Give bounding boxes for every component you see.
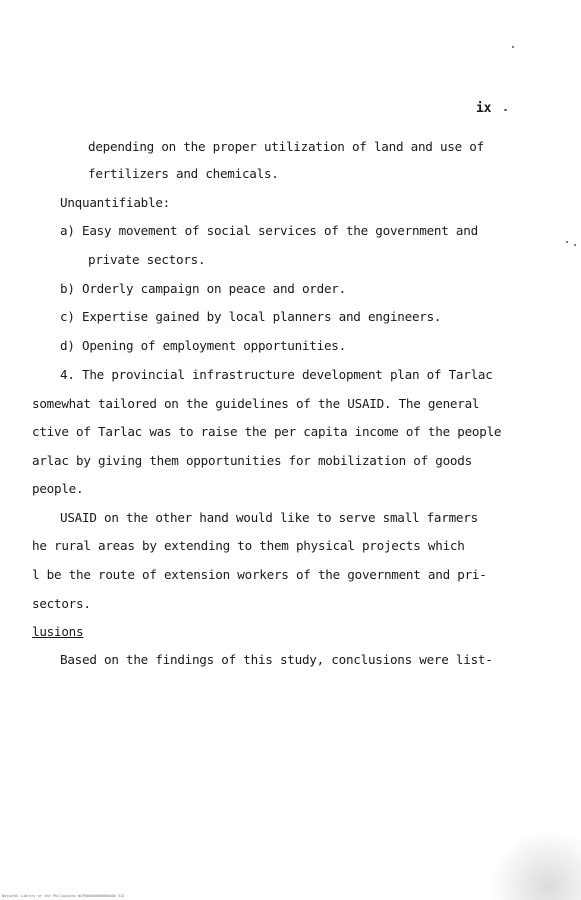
list-item: b) Orderly campaign on peace and order. <box>60 281 346 296</box>
paragraph-start: Based on the findings of this study, conclusions were list- <box>60 652 493 667</box>
text-line: l be the route of extension workers of the government and pri- <box>32 567 487 582</box>
text-line: arlac by giving them opportunities for mobilization of goods <box>32 453 472 468</box>
scan-speck <box>512 46 514 48</box>
scan-speck <box>504 109 507 111</box>
text-line: sectors. <box>32 596 91 611</box>
list-item: a) Easy movement of social services of the government and <box>60 223 478 238</box>
text-line: people. <box>32 481 84 496</box>
section-heading: lusions <box>32 624 84 639</box>
list-item: c) Expertise gained by local planners and engineers. <box>60 309 442 324</box>
text-line: ctive of Tarlac was to raise the per capita income of the people <box>32 424 502 439</box>
page-number: ix <box>476 101 492 116</box>
text-line: private sectors. <box>88 252 206 267</box>
numbered-paragraph: 4. The provincial infrastructure development plan of Tarlac <box>60 367 493 382</box>
paragraph-start: USAID on the other hand would like to serve small farmers <box>60 510 478 525</box>
list-item: d) Opening of employment opportunities. <box>60 338 346 353</box>
scan-speck <box>574 244 576 246</box>
text-line: he rural areas by extending to them physical projects which <box>32 538 465 553</box>
footer-text: National Library of the Philippines NLP000000000000000 315 <box>2 894 125 898</box>
text-line: fertilizers and chemicals. <box>88 166 279 181</box>
scan-noise <box>471 830 581 900</box>
scan-speck <box>566 241 568 243</box>
text-line: depending on the proper utilization of land and use of <box>88 139 484 154</box>
text-line: somewhat tailored on the guidelines of the USAID. The general <box>32 396 480 411</box>
subheading: Unquantifiable: <box>60 195 170 210</box>
